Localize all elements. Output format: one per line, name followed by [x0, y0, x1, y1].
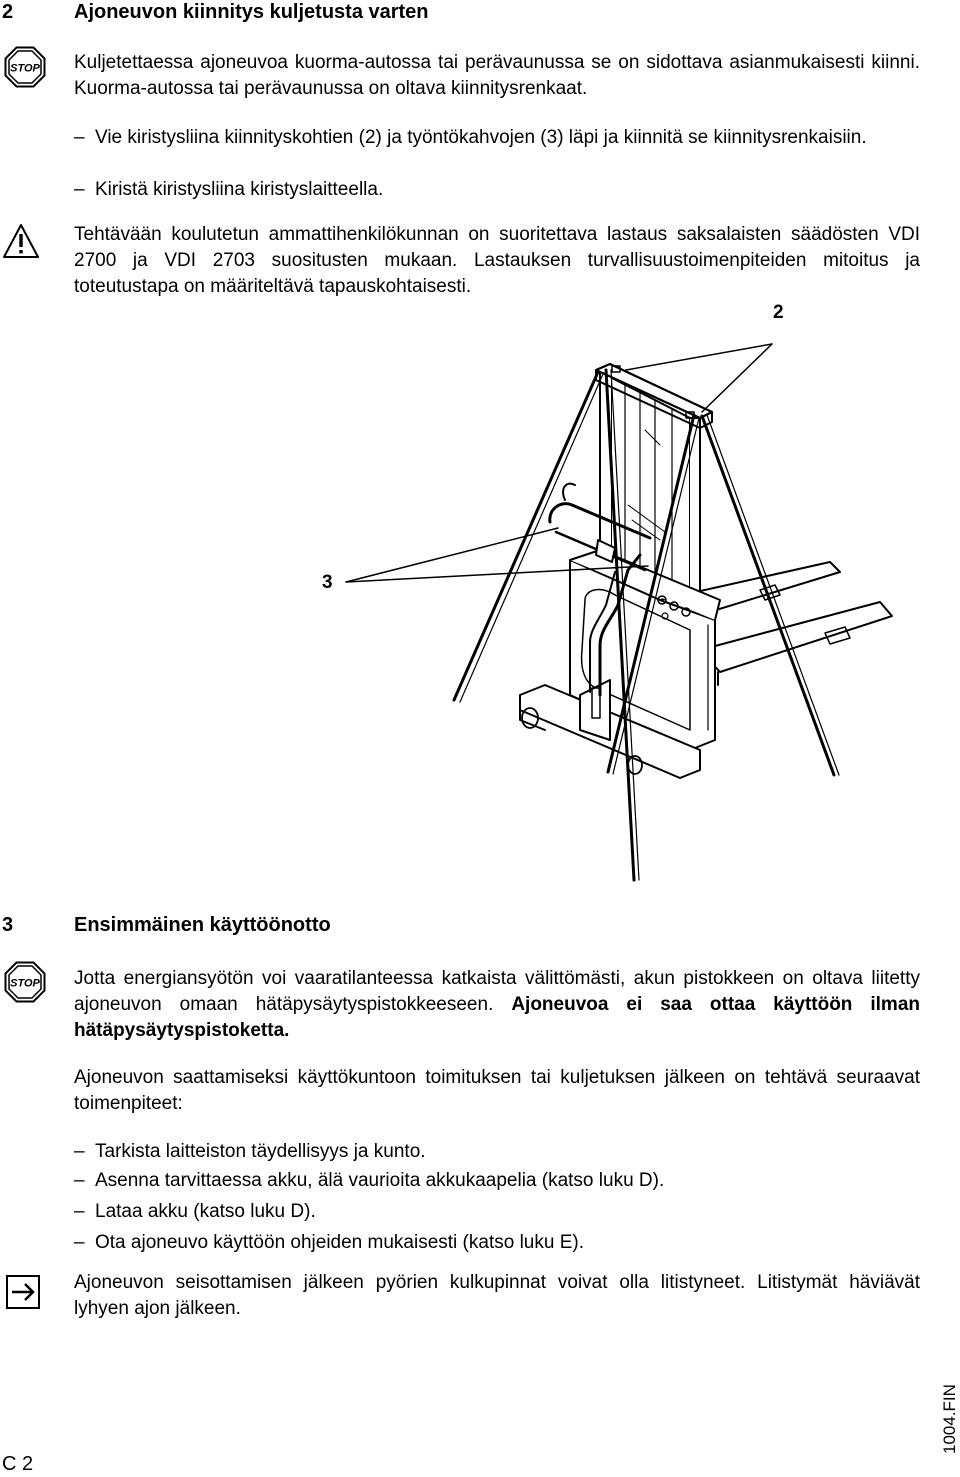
- warning-icon: [2, 223, 40, 259]
- pallet-truck-drawing: [0, 300, 960, 900]
- section-3-number: 3: [2, 914, 14, 936]
- section-3-step-2: – Asenna tarvittaessa akku, älä vaurioita akkukaapelia (katso luku D).: [74, 1170, 665, 1191]
- section-3-stop-paragraph: Jotta energiansyötön voi vaaratilanteessa katkaista välittömästi, akun pistokkeen on oltava liitetty ajoneuvon omaan hätäpysäytyspistokkeeseen. Ajoneuvoa ei saa ottaa käyttöön ilman hätäpysäytyspistoketta.: [74, 968, 921, 1041]
- document-code: 1004.FIN: [940, 1384, 959, 1454]
- note-arrow-icon: [6, 1275, 40, 1309]
- section-2-step-2: – Kiristä kiristysliina kiristyslaitteella.: [74, 179, 384, 200]
- page-number: C 2: [2, 1453, 34, 1475]
- section-2-step-1: – Vie kiristysliina kiinnityskohtien (2) ja työntökahvojen (3) läpi ja kiinnitä se kiinnitysrenkaisiin.: [74, 127, 867, 148]
- svg-text:STOP: STOP: [10, 977, 40, 990]
- section-3-step-1: – Tarkista laitteiston täydellisyys ja kunto.: [74, 1141, 426, 1162]
- callout-3-label: 3: [322, 572, 333, 593]
- section-2-number: 2: [2, 1, 14, 23]
- section-3-intro-paragraph: Ajoneuvon saattamiseksi käyttökuntoon toimituksen tai kuljetuksen jälkeen on tehtävä seuraavat toimenpiteet:: [74, 1067, 920, 1114]
- stop-icon: [4, 961, 46, 1003]
- section-2-heading: [0, 0, 960, 24]
- pallet-truck-lashing-figure: [0, 300, 960, 900]
- callout-2-label: 2: [773, 302, 784, 323]
- section-2-stop-paragraph: Kuljetettaessa ajoneuvoa kuorma-autossa tai perävaunussa se on sidottava asianmukaisesti kiinni. Kuorma-autossa tai perävaunussa on oltava kiinnitysrenkaat.: [74, 52, 920, 99]
- section-3-step-3: – Lataa akku (katso luku D).: [74, 1201, 316, 1222]
- section-3-note-paragraph: Ajoneuvon seisottamisen jälkeen pyörien kulkupinnat voivat olla litistyneet. Litistymät häviävät lyhyen ajon jälkeen.: [74, 1272, 920, 1319]
- section-3-title: Ensimmäinen käyttöönotto: [74, 914, 331, 936]
- section-3-step-4: – Ota ajoneuvo käyttöön ohjeiden mukaisesti (katso luku E).: [74, 1232, 584, 1253]
- section-2-warning-paragraph: Tehtävään koulutetun ammattihenkilökunnan on suoritettava lastaus saksalaisten säädösten VDI 2700 ja VDI 2703 suositusten mukaan. Lastauksen turvallisuustoimenpiteiden mitoitus ja toteutustapa on määriteltävä tapauskohtaisesti.: [74, 224, 920, 297]
- stop-icon: [4, 46, 46, 88]
- section-2-title: Ajoneuvon kiinnitys kuljetusta varten: [74, 1, 429, 23]
- svg-text:STOP: STOP: [10, 62, 40, 75]
- section-3-heading: [0, 913, 960, 937]
